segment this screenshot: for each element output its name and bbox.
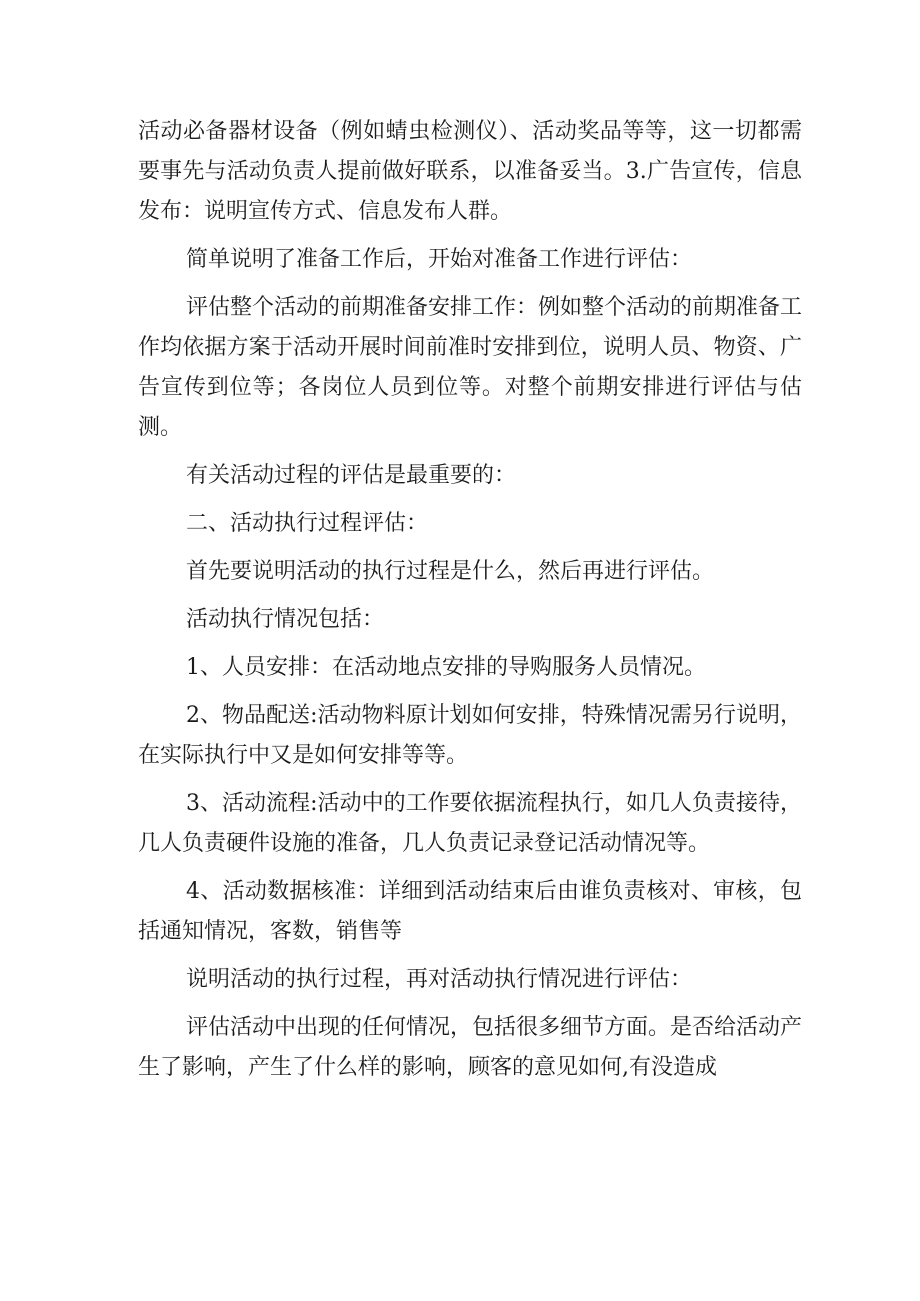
list-item-material-delivery: 2、物品配送:活动物料原计划如何安排，特殊情况需另行说明，在实际执行中又是如何安排等等。: [138, 703, 802, 768]
list-item-activity-flow: 3、活动流程:活动中的工作要依据流程执行，如几人负责接待，几人负责硬件设施的准备，几人负责记录登记活动情况等。: [138, 791, 802, 856]
paragraph-evaluate-incidents: 评估活动中出现的任何情况，包括很多细节方面。是否给活动产生了影响，产生了什么样的影响，顾客的意见如何,有没造成: [138, 1015, 803, 1080]
paragraph-preparation-intro: 简单说明了准备工作后，开始对准备工作进行评估：: [186, 247, 693, 272]
paragraph-process-importance: 有关活动过程的评估是最重要的：: [186, 463, 517, 488]
section-heading-execution-evaluation: 二、活动执行过程评估：: [186, 511, 429, 536]
paragraph-equipment-and-promotion: 活动必备器材设备（例如蜻虫检测仪）、活动奖品等等，这一切都需要事先与活动负责人提前做好联系，以准备妥当。3.广告宣传，信息发布：说明宣传方式、信息发布人群。: [138, 119, 802, 224]
paragraph-execution-summary: 说明活动的执行过程，再对活动执行情况进行评估：: [186, 967, 693, 992]
list-item-staffing: 1、人员安排：在活动地点安排的导购服务人员情况。: [186, 655, 706, 680]
paragraph-preparation-evaluation: 评估整个活动的前期准备安排工作：例如整个活动的前期准备工作均依据方案于活动开展时间前准时安排到位，说明人员、物资、广告宣传到位等；各岗位人员到位等。对整个前期安排进行评估与估测。: [138, 295, 803, 440]
paragraph-execution-includes: 活动执行情况包括：: [186, 607, 385, 632]
paragraph-execution-intro: 首先要说明活动的执行过程是什么，然后再进行评估。: [186, 559, 715, 584]
document-body: [138, 112, 802, 1096]
list-item-data-verification: 4、活动数据核准：详细到活动结束后由谁负责核对、审核，包括通知情况，客数，销售等: [138, 879, 802, 944]
